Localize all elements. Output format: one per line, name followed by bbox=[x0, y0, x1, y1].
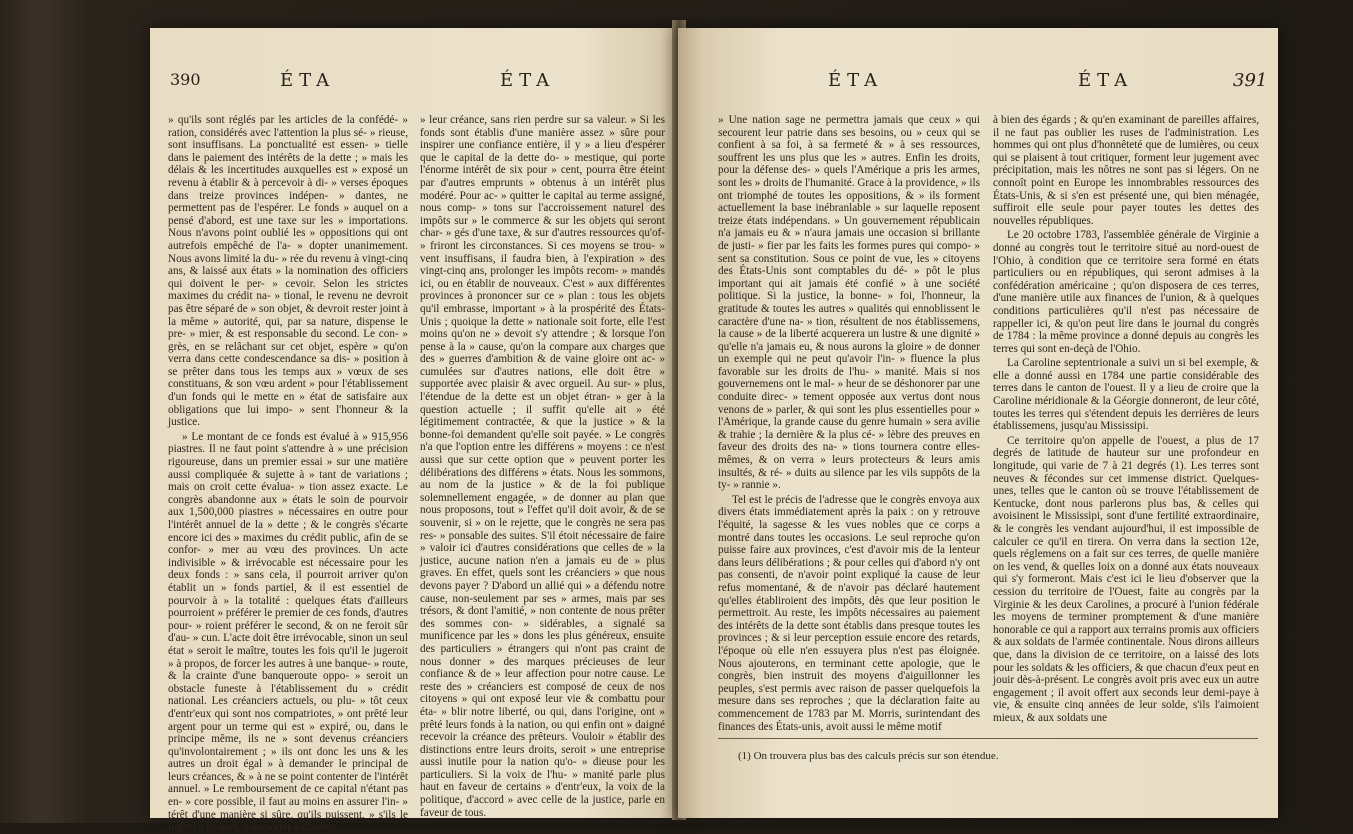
right-running-head-2: ÉTA bbox=[1078, 70, 1134, 91]
paragraph: Tel est le précis de l'adresse que le congrès envoya aux divers états immédiatement après la paix : on y retrouve l'équité, la sagesse & les vues nobles que ce corps a montré dans toutes les occasions. Le seul reproche qu'on puisse faire aux provinces, c'est d'avoir mis de la lenteur dans leurs délibérations ; & pour celles qui d'abord n'y ont pas consenti, de n'avoir point expliqué la cause de leur refus momentané, & de n'avoir pas déclaré hautement qu'elles établiroient des impôts, dès que leur position le permettroit. Au reste, les impôts nécessaires au paiement des intérêts de la dette sont établis dans presque toutes les provinces ; & si leur perception essuie encore des retards, l'époque où elle n'en essuyera plus n'est pas éloignée. Nous ajouterons, en terminant cette apologie, que le congrès, bien instruit des moyens d'aiguillonner les peuples, s'est permis avec raison de passer quelquefois la mesure dans ses reproches ; que la déclaration faite au commencement de 1783 par M. Morris, surintendant des finances des États-unis, avoit aussi le même motif bbox=[718, 493, 980, 733]
left-page-number: 390 bbox=[170, 70, 201, 89]
right-column-2 bbox=[993, 114, 1259, 734]
right-page bbox=[678, 28, 1278, 818]
left-column-2 bbox=[420, 114, 665, 819]
paragraph: Ce territoire qu'on appelle de l'ouest, a plus de 17 degrés de latitude de hauteur sur une profondeur en longitude, qui varie de 7 à 21 degrés (1). Les terres sont neuves & fécondes sur cet immense district. Quelques-unes, telles que le canton où se trouve l'établissement de Kentucke, dont nous parlerons plus bas, & celles qui avoisinent le Mississipi, sont d'une fertilité extraordinaire, & le congrès les vendant aujourd'hui, il est impossible de calculer ce qu'il en tirera. On verra dans la section 12e, quels réglemens on a fait sur ces terres, de quelle manière on les vend, & quelles loix on a donné aux états nouveaux qui s'y formeront. Mais c'est ici le lieu d'observer que la cession du territoire de l'Ouest, faite au congrès par la Virginie & les deux Carolines, a procuré à l'union fédérale les moyens de terminer promptement & d'une manière honorable ce qui a rapport aux terrains promis aux officiers & aux soldats de l'armée continentale. Nous dirons ailleurs que, dans la division de ce territoire, on a laissé des lots pour les soldats & les officiers, & que chacun d'eux peut en jouir dès-à-présent. Le congrès avoit pris avec eux un autre engagement ; il avoit offert aux seconds leur demi-paye à vie, & ensuite cinq années de leur solde, s'ils l'aimoient mieux, & aux soldats une bbox=[993, 434, 1259, 724]
paragraph: » Une nation sage ne permettra jamais que ceux » qui secourent leur patrie dans ses besoins, ou » ceux qui se confient à sa foi, à sa fermeté & » à ses ressources, souffrent les uns plus que les » autres. Enfin les droits, pour la défense des- » quels l'Amérique a pris les armes, sont les » droits de l'humanité. Grace à la providence, » ils ont triomphé de toutes les oppositions, & » ils forment actuellement la base inébranlable » sur laquelle reposent treize états indépendans. » Un gouvernement républicain n'a jamais eu & » n'aura jamais une occasion si brillante de justi- » fier par les faits les formes pures qui compo- » sent sa constitution. Sous ce point de vue, les » citoyens des États-Unis sont comptables du dé- » pôt le plus important qui ait jamais été confié » à une société politique. Si la justice, la bonne- » foi, l'honneur, la gratitude & toutes les autres » qualités qui ennoblissent le caractère d'une na- » tion, résultent de nos établissemens, la cause » de la liberté acquerera un lustre & une dignité » qu'elle n'a jamais eu, & nous aurons la gloire » de donner un exemple qui ne peut qu'avoir l'in- » fluence la plus favorable sur les droits de l'hu- » manité. Mais si nos gouvernemens ont le mal- » heur de se déshonorer par une conduite direc- » tement opposée aux vertus dont nous venons de » parler, & qui sont les plus essentielles pour » l'Amérique, la grande cause du genre humain » sera avilie & trahie ; la dernière & la plus cé- » lèbre des preuves en faveur des droits des na- » tions tournera contre elles-mêmes, & on verra » leurs protecteurs & leurs amis insultés, & ré- » duits au silence par les vils suppôts de la ty- » rannie ». bbox=[718, 114, 980, 492]
paragraph: Le 20 octobre 1783, l'assemblée générale de Virginie a donné au congrès tout le territoire situé au nord-ouest de l'Ohio, à condition que ce territoire sera formé en états particuliers ou en républiques, qui seront admises à la confédération américaine ; qu'on disposera de ces terres, d'une manière utile aux finances de l'union, & à quelques conditions particulières qu'il n'est pas nécessaire de rappeller ici, & qu'on peut lire dans le journal du congrès de 1784 : la même province a donné depuis au congrès les terres qui sont en-deçà de l'Ohio. bbox=[993, 229, 1259, 355]
left-column-1 bbox=[168, 114, 408, 834]
right-running-head: ÉTA bbox=[828, 70, 884, 91]
right-page-number: 391 bbox=[1233, 70, 1268, 91]
left-running-head-2: ÉTA bbox=[500, 70, 556, 91]
paragraph: » Le montant de ce fonds est évalué à » 915,956 piastres. Il ne faut point s'attendre à » une précision rigoureuse, dans un premier essai » sur une matière aussi compliquée & sujette à » tant de variations ; mais on croit cette évalua- » tion assez exacte. Le congrès abandonne aux » états le soin de pourvoir aux 1,500,000 piastres » nécessaires en outre pour l'intérêt annuel de la » dette ; & le congrès s'écarte encore ici des » maximes du crédit public, afin de se confor- » mer au vœu des provinces. Un acte indivisible » & irrévocable est nécessaire pour les deux fonds : » sans cela, il pourroit arriver qu'on établit un » fonds partiel, & il est essentiel de pourvoir à » la totalité : quelques états d'ailleurs pourroient » préférer le premier de ces fonds, d'autres pour- » roient préférer le second, & on ne feroit sûr d'au- » cun. L'acte doit être irrévocable, sinon un seul état » seroit le maître, toutes les fois qu'il le jugeroit » à propos, de forcer les autres à une banque- » route, & la crainte d'une banqueroute oppo- » seroit un obstacle funeste à l'établissement du » crédit national. Les créanciers actuels, ou plu- » tôt ceux d'entr'eux qui sont nos compatriotes, » ont prêté leur argent pour un terme qui est » expiré, ou, dans le principe même, ils ne » sont devenus créanciers qu'involontairement ; » ils ont donc les uns & les autres un droit égal » à demander le principal de leurs créances, & » à ne se point contenter de l'intérêt annuel. » Le remboursement de ce capital n'étant pas en- » core possible, il faut au moins en assurer l'in- » térêt d'une manière si sûre, qu'ils puissent, » s'ils le jugent à propos, transporter à d'autres bbox=[168, 430, 408, 834]
left-running-head: ÉTA bbox=[280, 70, 336, 91]
paragraph: » qu'ils sont réglés par les articles de la confédé- » ration, considérés avec l'attention la plus sé- » rieuse, sont insuffisans. La ponctualité est essen- » tielle dans le paiement des intérêts de la dette ; » mais les délais & les incertitudes auxquelles est » exposé un revenu à établir & à percevoir à di- » verses époques dans treize provinces indépen- » dantes, ne permettent pas de l'espérer. Le fonds » auquel on a pensé d'abord, est une taxe sur les » importations. Nous n'avons point oublié les » oppositions qui ont autrefois empêché de l'a- » dopter unanimement. Nous avons limité la du- » rée du revenu à vingt-cinq ans, & laissé aux états » la nomination des officiers qui doivent le per- » cevoir. Selon les strictes maximes du crédit na- » tional, le revenu ne devroit pas être séparé de » son objet, & devroit rester joint à la même » autorité, qui, par sa nature, dispense le pre- » mier, & est responsable du second. Le con- » grès, en se relâchant sur cet objet, espère » qu'on verra dans cette condescendance sa dis- » position à se prêter dans tous les temps aux » vœux de ses constituans, & son vœu ardent » pour l'établissement d'un fonds qui le mette en » état de satisfaire aux obligations que lui impo- » sent l'honneur & la justice. bbox=[168, 114, 408, 429]
left-page bbox=[150, 28, 680, 834]
paragraph: à bien des égards ; & qu'en examinant de pareilles affaires, il ne faut pas oublier les ruses de l'administration. Les hommes qui ont plus d'honnêteté que de lumières, ou ceux qui se plaisent à tout critiquer, forment leur jugement avec précipitation, mais les nôtres ne sont pas si légers. On ne connoît point en Europe les innombrables ressources des États-Unis, & si s'en est présenté une, qui bien ménagée, suffiroit elle seule pour payer toutes les dettes des nouvelles républiques. bbox=[993, 114, 1259, 227]
right-column-1 bbox=[718, 114, 980, 734]
footnote: (1) On trouvera plus bas des calculs précis sur son étendue. bbox=[738, 750, 999, 762]
paragraph: La Caroline septentrionale a suivi un si bel exemple, & elle a donné aussi en 1784 une partie considérable des terres dans le canton de l'ouest. Il y a lieu de croire que la Caroline méridionale & la Géorgie donneront, de leur côté, toutes les terres qui s'étendent depuis les derrières de leurs établissemens, jusqu'au Mississipi. bbox=[993, 357, 1259, 433]
paragraph: » leur créance, sans rien perdre sur sa valeur. » Si les fonds sont établis d'une manière assez » sûre pour inspirer une confiance entière, il y » a lieu d'espérer que le capital de la dette do- » mestique, qui porte l'énorme intérêt de six pour » cent, pourra être éteint par d'autres emprunts » obtenus à un intérêt plus modéré. Pour ac- » quitter le capital au terme assigné, nous comp- » tons sur l'accroissement naturel des impôts sur » le commerce & sur les objets qui seront char- » gés d'une taxe, & sur d'autres ressources qu'of- » friront les circonstances. Si ces moyens se trou- » vent insuffisans, il faudra bien, à l'expiration » des vingt-cinq ans, prolonger les impôts recom- » mandés ici, ou en établir de nouveaux. C'est » aux différentes provinces à prononcer sur ce » plan : tous les objets qu'il embrasse, important » à la prospérité des États-Unis ; quoique la dette » nationale soit forte, elle l'est moins qu'on ne » devoit s'y attendre ; & lorsque l'on pense à la » cause, qu'on la compare aux charges que des » guerres d'ambition & de vaine gloire ont ac- » cumulées sur d'autres nations, elle doit être » supportée avec plaisir & avec orgueil. Au sur- » plus, l'étendue de la dette est un objet étran- » ger à la question actuelle ; il suffit qu'elle ait » été légitimement contractée, & que la justice » & la bonne-foi demandent qu'elle soit payée. » Le congrès n'a que l'option entre les différens » moyens : ce n'est aussi que sur cette option que » peuvent porter les délibérations des différens » états. Nous les sommons, au nom de la justice » & de la foi publique solemnellement engagée, » de donner au plan que nous proposons, tout » l'effet qu'il doit avoir, & de se souvenir, si » on le rejette, que le congrès ne sera pas res- » ponsable des suites. S'il étoit nécessaire de faire » valoir ici d'autres considérations que celles de » la justice, aucune nation n'en a jamais eu de » plus graves. En effet, quels sont les créanciers » que nous devons payer ? D'abord un allié qui » a défendu notre cause, non-seulement par ses » armes, mais par ses trésors, & dont l'amitié, » non contente de nous prêter des sommes con- » sidérables, a signalé sa munificence par les » dons les plus généreux, ensuite des particuliers » étrangers qui n'ont pas craint de nous donner » des marques précieuses de leur confiance & de » leur affection pour notre cause. Le reste des » créanciers est composé de ceux de nos citoyens » qui ont exposé leur vie & combattu pour éta- » blir notre liberté, ou qui, dans l'origine, ont » prêté leurs fonds à la nation, ou qui enfin ont » daigné recevoir la créance des prêteurs. Vouloir » établir des distinctions entre leurs droits, seroit » une entreprise aussi inutile pour la nation qu'o- » dieuse pour les particuliers. Si la voix de l'hu- » manité parle plus haut en faveur de certains » d'entr'eux, la voix de la politique, d'accord » avec celle de la justice, parle en faveur de tous. bbox=[420, 114, 665, 819]
footnote-rule bbox=[718, 738, 1258, 739]
